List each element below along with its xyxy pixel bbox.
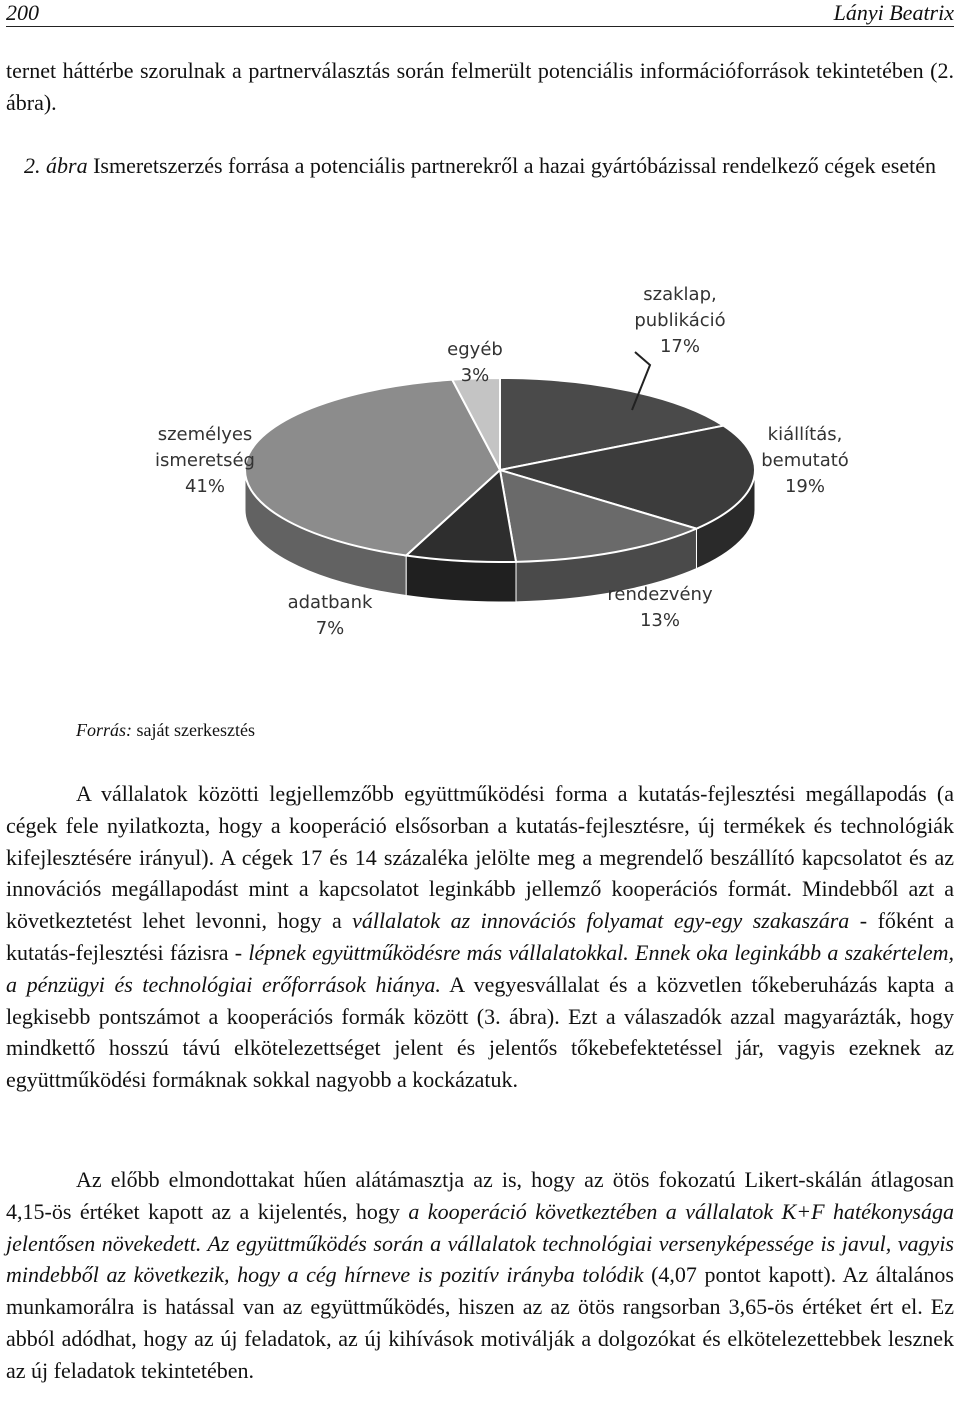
page-number: 200 — [6, 0, 39, 25]
body2-run: a kooperáció következtében a vállalatok K+F hatékonysága jelentősen növekedett. Az együttműködés során a vállalatok technológiai versenyképessége is javul, vagyis mindebből az következik, hogy a cég hírneve is pozitív irányba tolódik — [6, 1198, 954, 1288]
body2-run: Az előbb elmondottakat hűen alátámasztja az is, hogy az ötös fokozatú Likert-skálán átlagosan 4,15-ös értéket kapott az a kijelentés, hogy — [6, 1167, 954, 1224]
body-paragraph-1 — [6, 778, 954, 1096]
pie-slice-label: személyes ismeretség 41% — [154, 424, 256, 497]
source-text: saját szerkesztés — [132, 720, 255, 740]
body1-run: A vállalatok közötti legjellemzőbb együttműködési forma a kutatás-fejlesztési megállapodás (a cégek fele nyilatkozta, hogy a kooperáció elsősorban a kutatás-fejlesztésre, új termékek és technológiák kifejlesztésére irányul). A cégek 17 és 14 százaléka jelölte meg a megrendelő beszállító kapcsolatot és az innovációs megállapodást mint a kapcsolatot leginkább jellemző kooperációs formát. Mindebből azt a következtetést lehet levonni, hogy a — [6, 781, 954, 934]
running-author: Lányi Beatrix — [833, 0, 954, 25]
body1-run: vállalatok az innovációs folyamat egy-egy szakaszára — [352, 908, 850, 934]
figure-label: 2. ábra — [24, 153, 88, 178]
body1-run: - főként a kutatás-fejlesztési fázisra - — [6, 908, 955, 965]
pie-slice-label: egyéb 3% — [447, 339, 503, 386]
figure-caption-text: Ismeretszerzés forrása a potenciális partnerekről a hazai gyártóbázissal rendelkező cégek esetén — [87, 153, 936, 178]
page-header — [6, 0, 954, 27]
body-paragraph-2 — [6, 1164, 954, 1387]
source-label: Forrás: — [76, 720, 133, 740]
pie-slice-label: rendezvény 13% — [607, 584, 713, 631]
body1-run: A vegyesvállalat és a közvetlen tőkeberuházás kapta a legkisebb pontszámot a kooperációs formák között (3. ábra). Ezt a válaszadók azzal magyarázták, hogy mindkettő hosszú távú elkötelezettséget jelent és jelentős tőkebefektetéssel jár, vagyis ezeknek az együttműködési formáknak sokkal nagyobb a kockázatuk. — [6, 971, 954, 1093]
pie-slice-label: szaklap, publikáció 17% — [634, 284, 726, 357]
intro-paragraph: ternet háttérbe szorulnak a partnerválasztás során felmerült potenciális információforrások tekintetében (2. ábra). — [6, 58, 954, 115]
pie-slice-label: kiállítás, bemutató 19% — [761, 424, 849, 497]
figure-caption — [0, 150, 960, 181]
pie-slice-label: adatbank 7% — [287, 592, 373, 639]
pie-chart — [120, 270, 880, 670]
body2-run: (4,07 pontot kapott). Az általános munkamorálra is hatással van az együttműködés, hiszen az az ötös rangsorban 3,65-ös értéket ért el. Ez abból adódhat, hogy az új feladatok, az új kihívások motiválják a dolgozókat és elkötelezettebbek lesznek az új feladatok tekintetében. — [6, 1262, 954, 1383]
body1-run: lépnek együttműködésre más vállalatokkal. Ennek oka leginkább a szakértelem, a pénzügyi és technológiai erőforrások hiánya. — [6, 939, 954, 997]
figure-source — [76, 720, 255, 741]
